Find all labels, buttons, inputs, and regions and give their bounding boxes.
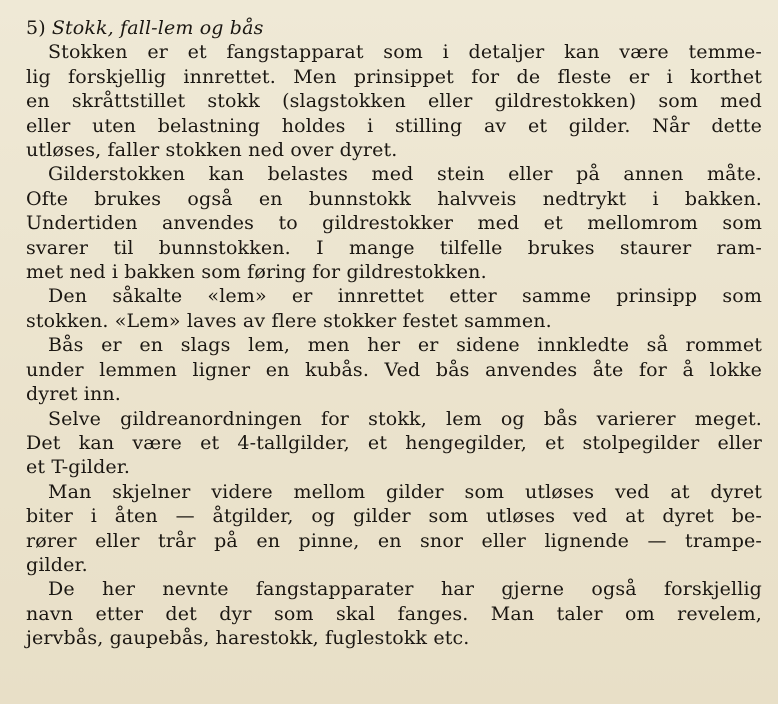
paragraph-line: Det kan være et 4-tallgilder, et hengegilder, et stolpegilder eller: [26, 431, 762, 454]
paragraph-line: Undertiden anvendes to gildrestokker med et mellomrom som: [26, 212, 762, 235]
paragraph-navn: [26, 577, 762, 650]
paragraph-line: Gilderstokken kan belastes med stein eller på annen måte.: [48, 163, 762, 186]
paragraph-stokken: [26, 40, 762, 162]
paragraph-line: Stokken er et fangstapparat som i detaljer kan være temme-: [48, 41, 762, 64]
section-title: Stokk, fall-lem og bås: [51, 17, 264, 39]
paragraph-line: svarer til bunnstokken. I mange tilfelle brukes staurer ram-: [26, 236, 762, 259]
paragraph-line: under lemmen ligner en kubås. Ved bås anvendes åte for å lokke: [26, 358, 762, 381]
paragraph-line: Man skjelner videre mellom gilder som utløses ved at dyret: [48, 480, 762, 503]
paragraph-line: eller uten belastning holdes i stilling av et gilder. Når dette: [26, 114, 762, 137]
paragraph-line: De her nevnte fangstapparater har gjerne også forskjellig: [48, 578, 762, 601]
paragraph-line: dyret inn.: [26, 383, 121, 406]
paragraph-line: navn etter det dyr som skal fanges. Man taler om revelem,: [26, 602, 762, 625]
paragraph-line: rører eller trår på en pinne, en snor eller lignende — trampe-: [26, 529, 762, 552]
paragraph-line: jervbås, gaupebås, harestokk, fuglestokk etc.: [26, 627, 470, 650]
paragraph-line: met ned i bakken som føring for gildrestokken.: [26, 261, 487, 284]
paragraph-line: lig forskjellig innrettet. Men prinsippet for de fleste er i korthet: [26, 65, 762, 88]
paragraph-gildertyper: [26, 480, 762, 578]
paragraph-bas: [26, 333, 762, 406]
paragraph-line: stokken. «Lem» laves av flere stokker festet sammen.: [26, 309, 552, 332]
paragraph-line: utløses, faller stokken ned over dyret.: [26, 139, 398, 162]
paragraph-lem: [26, 284, 762, 333]
section-heading: [26, 16, 762, 40]
paragraph-line: en skråttstillet stokk (slagstokken eller gildrestokken) som med: [26, 90, 762, 113]
paragraph-line: Ofte brukes også en bunnstokk halvveis nedtrykt i bakken.: [26, 187, 762, 210]
paragraph-gildreanordning: [26, 407, 762, 480]
paragraph-line: biter i åten — åtgilder, og gilder som utløses ved at dyret be-: [26, 505, 762, 528]
paragraph-line: et T-gilder.: [26, 456, 131, 479]
paragraph-line: Selve gildreanordningen for stokk, lem og bås varierer meget.: [48, 407, 762, 430]
section-number: 5): [26, 17, 46, 39]
paragraph-line: Den såkalte «lem» er innrettet etter samme prinsipp som: [48, 285, 762, 308]
paragraph-gilderstokken: [26, 162, 762, 284]
paragraph-line: Bås er en slags lem, men her er sidene innkledte så rommet: [48, 334, 762, 357]
section-text: [26, 16, 762, 651]
paragraph-line: gilder.: [26, 553, 88, 576]
